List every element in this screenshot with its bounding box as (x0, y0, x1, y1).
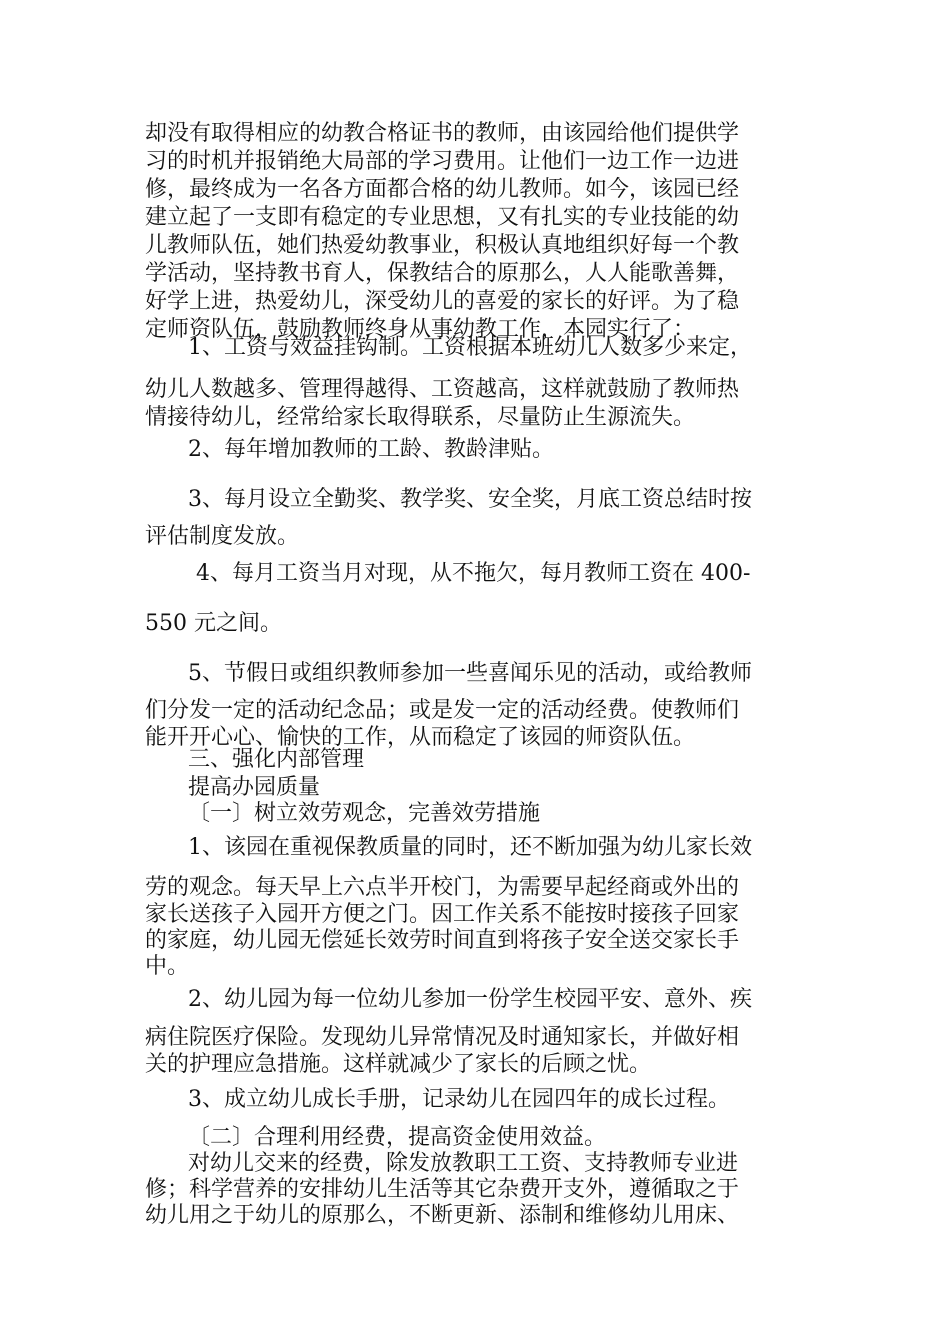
section-subheading: 提高办园质量 (188, 775, 321, 800)
text-line: 儿教师队伍，她们热爱幼教事业，积极认真地组织好每一个教 (145, 233, 740, 258)
text-line: 修，最终成为一名各方面都合格的幼儿教师。如今，该园已经 (145, 177, 740, 202)
text-line: 定师资队伍，鼓励教师终身从事幼教工作，本园实行了： (145, 317, 696, 342)
list-item-4: 4、每月工资当月对现，从不拖欠，每月教师工资在 400- (196, 561, 751, 586)
text-line: 中。 (145, 954, 190, 979)
text-line: 却没有取得相应的幼教合格证书的教师，由该园给他们提供学 (145, 121, 740, 146)
text-line: 对幼儿交来的经费，除发放教职工工资、支持教师专业进 (188, 1151, 739, 1176)
section-heading: 三、强化内部管理 (188, 747, 365, 772)
text-line: 情接待幼儿，经常给家长取得联系，尽量防止生源流失。 (145, 405, 696, 430)
text-line: 劳的观念。每天早上六点半开校门，为需要早起经商或外出的 (145, 875, 740, 900)
text-line: 学活动，坚持教书育人，保教结合的原那么，人人能歌善舞， (145, 261, 740, 286)
text-line: 的家庭，幼儿园无偿延长效劳时间直到将孩子安全送交家长手 (145, 928, 740, 953)
subsection-heading-2: 〔二〕合理利用经费，提高资金使用效益。 (188, 1125, 607, 1150)
text-line: 病住院医疗保险。发现幼儿异常情况及时通知家长，并做好相 (145, 1025, 740, 1050)
list-item-2: 2、幼儿园为每一位幼儿参加一份学生校园平安、意外、疾 (188, 987, 752, 1012)
text-line: 550 元之间。 (145, 611, 282, 636)
text-line: 幼儿人数越多、管理得越得、工资越高，这样就鼓励了教师热 (145, 377, 740, 402)
text-line: 们分发一定的活动纪念品；或是发一定的活动经费。使教师们 (145, 698, 740, 723)
list-item-5: 5、节假日或组织教师参加一些喜闻乐见的活动，或给教师 (188, 661, 752, 686)
list-item-3: 3、每月设立全勤奖、教学奖、安全奖，月底工资总结时按 (188, 487, 752, 512)
text-line: 好学上进，热爱幼儿，深受幼儿的喜爱的家长的好评。为了稳 (145, 289, 740, 314)
text-line: 幼儿用之于幼儿的原那么，不断更新、添制和维修幼儿用床、 (145, 1203, 740, 1228)
text-line: 能开开心心、愉快的工作，从而稳定了该园的师资队伍。 (145, 725, 696, 750)
list-item-1: 1、该园在重视保教质量的同时，还不断加强为幼儿家长效 (188, 835, 752, 860)
text-line: 家长送孩子入园开方便之门。因工作关系不能按时接孩子回家 (145, 902, 740, 927)
text-line: 修；科学营养的安排幼儿生活等其它杂费开支外，遵循取之于 (145, 1177, 740, 1202)
subsection-heading-1: 〔一〕树立效劳观念，完善效劳措施 (188, 801, 541, 826)
text-line: 习的时机并报销绝大局部的学习费用。让他们一边工作一边进 (145, 149, 740, 174)
text-line: 关的护理应急措施。这样就减少了家长的后顾之忧。 (145, 1052, 652, 1077)
list-item-1: 1、工资与效益挂钩制。工资根据本班幼儿人数多少来定， (188, 335, 752, 360)
list-item-2: 2、每年增加教师的工龄、教龄津贴。 (188, 437, 554, 462)
list-item-3: 3、成立幼儿成长手册，记录幼儿在园四年的成长过程。 (188, 1087, 730, 1112)
text-line: 建立起了一支即有稳定的专业思想，又有扎实的专业技能的幼 (145, 205, 740, 230)
text-line: 评估制度发放。 (145, 524, 300, 549)
